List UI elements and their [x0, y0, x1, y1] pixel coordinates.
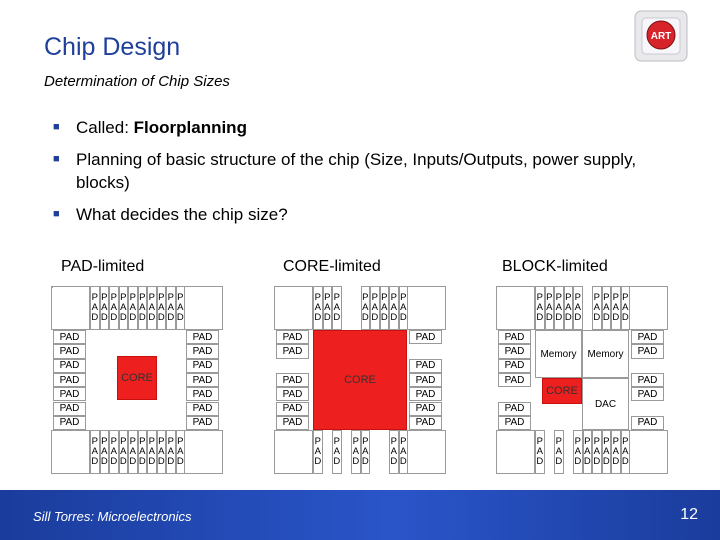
pad-letter: D: [390, 456, 398, 467]
pad-cell-vertical: [138, 286, 148, 330]
pad-letter: D: [157, 312, 165, 323]
pad-letter: A: [555, 302, 562, 313]
pad-letter: D: [361, 312, 369, 323]
pad-cell-vertical: [389, 430, 399, 474]
pad-cell: PAD: [631, 387, 664, 401]
pad-letter: P: [536, 292, 543, 303]
pad-letter: A: [101, 446, 108, 457]
pad-cell: PAD: [53, 373, 86, 387]
pad-cell-vertical: [176, 430, 186, 474]
pad-letter: D: [323, 312, 331, 323]
bullet-text: What decides the chip size?: [76, 205, 288, 224]
pad-letter: A: [362, 446, 369, 457]
pad-letter: A: [314, 302, 321, 313]
pad-letter: A: [148, 302, 155, 313]
pad-letter: P: [167, 292, 174, 303]
pad-letter: P: [352, 436, 359, 447]
pad-letter: P: [91, 436, 98, 447]
pad-cell-vertical: [592, 286, 602, 330]
pad-letter: A: [139, 302, 146, 313]
pad-cell: PAD: [409, 373, 442, 387]
pad-cell: PAD: [631, 330, 664, 344]
core-block: CORE: [313, 330, 407, 430]
pad-cell: PAD: [631, 344, 664, 358]
pad-letter: D: [167, 312, 175, 323]
pad-letter: P: [565, 292, 572, 303]
pad-letter: D: [148, 312, 156, 323]
pad-letter: P: [120, 436, 127, 447]
pad-cell-vertical: [100, 286, 110, 330]
pad-letter: A: [129, 302, 136, 313]
pad-cell-vertical: [399, 286, 409, 330]
pad-letter: D: [119, 312, 127, 323]
pad-cell: PAD: [498, 359, 531, 373]
pad-letter: P: [120, 292, 127, 303]
bullet-text: Called:: [76, 118, 134, 137]
svg-text:ART: ART: [650, 31, 672, 42]
pad-letter: P: [333, 436, 340, 447]
pad-cell-vertical: [128, 286, 138, 330]
pad-letter: P: [129, 436, 136, 447]
pad-letter: D: [371, 312, 379, 323]
pad-cell: PAD: [276, 416, 309, 430]
core-block: CORE: [117, 356, 157, 400]
pad-cell-vertical: [157, 430, 167, 474]
pad-letter: P: [362, 292, 369, 303]
pad-letter: A: [584, 446, 591, 457]
corner-cell: [629, 286, 668, 330]
pad-limited-label: PAD-limited: [61, 258, 145, 275]
pad-cell-vertical: [90, 430, 100, 474]
pad-cell-vertical: [147, 286, 157, 330]
pad-letter: P: [314, 292, 321, 303]
pad-cell-vertical: [573, 286, 583, 330]
pad-letter: D: [612, 312, 620, 323]
pad-letter: P: [546, 292, 553, 303]
pad-cell-vertical: [313, 286, 323, 330]
bullet-list: [50, 116, 650, 235]
pad-letter: A: [91, 446, 98, 457]
pad-letter: P: [129, 292, 136, 303]
bullet-icon: ■: [53, 208, 60, 220]
pad-letter: D: [593, 456, 601, 467]
corner-cell: [184, 286, 223, 330]
memory-block: Memory: [582, 330, 629, 378]
pad-letter: D: [399, 312, 407, 323]
pad-cell-vertical: [602, 430, 612, 474]
pad-letter: D: [612, 456, 620, 467]
pad-letter: D: [110, 456, 118, 467]
pad-letter: D: [148, 456, 156, 467]
pad-letter: D: [536, 312, 544, 323]
pad-cell-vertical: [100, 430, 110, 474]
pad-letter: A: [555, 446, 562, 457]
bullet-question: [50, 203, 650, 226]
pad-letter: D: [314, 312, 322, 323]
pad-letter: P: [612, 292, 619, 303]
core-limited-diagram: [274, 286, 446, 474]
pad-letter: A: [536, 446, 543, 457]
pad-cell-vertical: [166, 286, 176, 330]
pad-letter: A: [362, 302, 369, 313]
pad-cell-vertical: [611, 286, 621, 330]
page-number: 12: [680, 506, 698, 523]
art-logo-icon: [634, 10, 688, 62]
pad-letter: P: [593, 292, 600, 303]
pad-letter: P: [158, 292, 165, 303]
pad-cell-vertical: [535, 430, 545, 474]
pad-cell: PAD: [276, 402, 309, 416]
pad-letter: A: [546, 302, 553, 313]
pad-letter: A: [565, 302, 572, 313]
corner-cell: [274, 430, 313, 474]
pad-letter: P: [593, 436, 600, 447]
pad-letter: A: [371, 302, 378, 313]
pad-letter: D: [100, 456, 108, 467]
pad-cell: PAD: [498, 373, 531, 387]
pad-letter: A: [333, 302, 340, 313]
pad-cell-vertical: [109, 286, 119, 330]
pad-cell: PAD: [498, 416, 531, 430]
pad-letter: A: [390, 446, 397, 457]
pad-letter: D: [399, 456, 407, 467]
pad-letter: A: [101, 302, 108, 313]
pad-letter: D: [129, 312, 137, 323]
pad-letter: D: [110, 312, 118, 323]
pad-cell-vertical: [621, 430, 631, 474]
pad-letter: A: [593, 302, 600, 313]
pad-letter: A: [110, 302, 117, 313]
pad-letter: D: [91, 312, 99, 323]
pad-cell-vertical: [332, 430, 342, 474]
pad-letter: A: [400, 302, 407, 313]
pad-cell-vertical: [621, 286, 631, 330]
pad-letter: A: [120, 446, 127, 457]
pad-cell: PAD: [186, 416, 219, 430]
pad-letter: A: [91, 302, 98, 313]
pad-cell: PAD: [498, 344, 531, 358]
pad-cell-vertical: [138, 430, 148, 474]
pad-letter: A: [352, 446, 359, 457]
pad-cell-vertical: [389, 286, 399, 330]
pad-cell-vertical: [351, 430, 361, 474]
footer-author: Sill Torres: Microelectronics: [33, 509, 192, 524]
pad-cell-vertical: [399, 430, 409, 474]
pad-letter: D: [138, 312, 146, 323]
pad-cell: PAD: [409, 330, 442, 344]
pad-letter: P: [574, 292, 581, 303]
pad-letter: D: [564, 312, 572, 323]
pad-letter: D: [621, 312, 629, 323]
pad-letter: P: [101, 436, 108, 447]
bullet-emphasis: Floorplanning: [133, 118, 247, 137]
pad-cell-vertical: [313, 430, 323, 474]
bullet-icon: ■: [53, 121, 60, 133]
corner-cell: [407, 286, 446, 330]
pad-letter: A: [536, 302, 543, 313]
pad-cell-vertical: [176, 286, 186, 330]
pad-letter: D: [119, 456, 127, 467]
pad-letter: A: [612, 446, 619, 457]
pad-letter: A: [574, 446, 581, 457]
pad-letter: P: [400, 436, 407, 447]
pad-letter: P: [584, 436, 591, 447]
pad-limited-diagram: [51, 286, 223, 474]
pad-cell: PAD: [53, 344, 86, 358]
pad-cell: PAD: [498, 330, 531, 344]
pad-letter: A: [167, 302, 174, 313]
pad-letter: P: [110, 436, 117, 447]
pad-letter: P: [603, 292, 610, 303]
pad-letter: D: [390, 312, 398, 323]
corner-cell: [51, 286, 90, 330]
pad-letter: P: [139, 292, 146, 303]
dac-block: DAC: [582, 378, 629, 430]
pad-cell: PAD: [186, 402, 219, 416]
pad-letter: P: [167, 436, 174, 447]
pad-cell-vertical: [583, 430, 593, 474]
pad-letter: A: [324, 302, 331, 313]
pad-letter: A: [158, 446, 165, 457]
pad-cell: PAD: [186, 359, 219, 373]
corner-cell: [184, 430, 223, 474]
pad-cell-vertical: [323, 286, 333, 330]
pad-letter: D: [138, 456, 146, 467]
pad-letter: A: [390, 302, 397, 313]
pad-letter: P: [555, 436, 562, 447]
pad-cell-vertical: [332, 286, 342, 330]
pad-letter: P: [622, 292, 629, 303]
pad-letter: A: [148, 446, 155, 457]
pad-letter: A: [400, 446, 407, 457]
pad-letter: P: [574, 436, 581, 447]
pad-cell: PAD: [409, 359, 442, 373]
slide-title: Chip Design: [44, 33, 181, 61]
bullet-icon: ■: [53, 153, 60, 165]
corner-cell: [274, 286, 313, 330]
pad-letter: A: [167, 446, 174, 457]
pad-letter: P: [158, 436, 165, 447]
pad-letter: P: [603, 436, 610, 447]
pad-letter: P: [177, 292, 184, 303]
pad-letter: A: [574, 302, 581, 313]
pad-cell: PAD: [53, 387, 86, 401]
pad-letter: P: [371, 292, 378, 303]
corner-cell: [407, 430, 446, 474]
pad-letter: D: [593, 312, 601, 323]
pad-cell: PAD: [53, 359, 86, 373]
pad-letter: A: [612, 302, 619, 313]
pad-letter: A: [177, 446, 184, 457]
pad-letter: D: [555, 312, 563, 323]
pad-cell: PAD: [409, 387, 442, 401]
core-block: CORE: [542, 378, 582, 404]
core-limited-label: CORE-limited: [283, 258, 381, 275]
pad-cell-vertical: [109, 430, 119, 474]
slide-subtitle: Determination of Chip Sizes: [44, 73, 230, 90]
pad-letter: P: [148, 292, 155, 303]
footer-bar: [0, 490, 720, 540]
pad-letter: D: [314, 456, 322, 467]
pad-letter: D: [352, 456, 360, 467]
pad-letter: P: [148, 436, 155, 447]
pad-letter: D: [167, 456, 175, 467]
pad-cell-vertical: [119, 286, 129, 330]
pad-cell: PAD: [631, 416, 664, 430]
pad-cell: PAD: [409, 402, 442, 416]
pad-cell: PAD: [409, 416, 442, 430]
pad-cell-vertical: [157, 286, 167, 330]
pad-letter: D: [621, 456, 629, 467]
pad-letter: A: [129, 446, 136, 457]
pad-letter: A: [120, 302, 127, 313]
pad-cell: PAD: [276, 330, 309, 344]
pad-letter: D: [333, 312, 341, 323]
memory-block: Memory: [535, 330, 582, 378]
pad-letter: D: [574, 456, 582, 467]
pad-cell-vertical: [592, 430, 602, 474]
pad-letter: D: [176, 456, 184, 467]
pad-letter: D: [157, 456, 165, 467]
pad-letter: A: [110, 446, 117, 457]
pad-letter: D: [100, 312, 108, 323]
pad-letter: D: [583, 456, 591, 467]
bullet-text: Planning of basic structure of the chip (Size, Inputs/Outputs, power supply, blocks): [76, 150, 637, 192]
pad-letter: P: [555, 292, 562, 303]
pad-letter: D: [602, 312, 610, 323]
pad-letter: A: [314, 446, 321, 457]
pad-letter: A: [622, 446, 629, 457]
bullet-called: [50, 116, 650, 139]
pad-cell: PAD: [276, 344, 309, 358]
pad-letter: P: [381, 292, 388, 303]
pad-cell-vertical: [90, 286, 100, 330]
pad-letter: D: [574, 312, 582, 323]
pad-letter: P: [91, 292, 98, 303]
pad-letter: P: [536, 436, 543, 447]
pad-letter: A: [158, 302, 165, 313]
pad-letter: P: [177, 436, 184, 447]
pad-letter: P: [622, 436, 629, 447]
pad-cell-vertical: [535, 286, 545, 330]
pad-cell-vertical: [611, 430, 621, 474]
pad-cell-vertical: [166, 430, 176, 474]
pad-letter: A: [603, 446, 610, 457]
pad-cell: PAD: [53, 330, 86, 344]
pad-letter: D: [545, 312, 553, 323]
pad-letter: P: [612, 436, 619, 447]
pad-cell-vertical: [361, 286, 371, 330]
pad-letter: D: [555, 456, 563, 467]
pad-cell-vertical: [361, 430, 371, 474]
pad-cell-vertical: [554, 286, 564, 330]
pad-letter: A: [593, 446, 600, 457]
pad-letter: P: [101, 292, 108, 303]
pad-cell: PAD: [53, 402, 86, 416]
pad-cell: PAD: [498, 402, 531, 416]
block-limited-label: BLOCK-limited: [502, 258, 608, 275]
pad-letter: P: [390, 292, 397, 303]
pad-cell-vertical: [147, 430, 157, 474]
pad-letter: P: [333, 292, 340, 303]
block-limited-diagram: [496, 286, 668, 474]
pad-letter: D: [129, 456, 137, 467]
pad-cell-vertical: [602, 286, 612, 330]
pad-letter: A: [622, 302, 629, 313]
pad-cell-vertical: [554, 430, 564, 474]
pad-cell: PAD: [186, 387, 219, 401]
pad-letter: P: [400, 292, 407, 303]
pad-cell: PAD: [186, 344, 219, 358]
pad-cell-vertical: [573, 430, 583, 474]
bullet-planning: [50, 148, 650, 194]
pad-cell: PAD: [53, 416, 86, 430]
pad-letter: A: [603, 302, 610, 313]
corner-cell: [51, 430, 90, 474]
pad-letter: D: [380, 312, 388, 323]
corner-cell: [496, 286, 535, 330]
pad-letter: P: [139, 436, 146, 447]
pad-letter: D: [536, 456, 544, 467]
pad-letter: A: [381, 302, 388, 313]
pad-letter: D: [361, 456, 369, 467]
pad-letter: D: [91, 456, 99, 467]
pad-cell-vertical: [564, 286, 574, 330]
pad-letter: D: [602, 456, 610, 467]
pad-cell: PAD: [276, 373, 309, 387]
pad-cell-vertical: [370, 286, 380, 330]
pad-letter: D: [333, 456, 341, 467]
pad-cell-vertical: [380, 286, 390, 330]
pad-cell-vertical: [119, 430, 129, 474]
pad-letter: P: [324, 292, 331, 303]
pad-cell: PAD: [631, 373, 664, 387]
corner-cell: [629, 430, 668, 474]
pad-letter: A: [333, 446, 340, 457]
pad-cell: PAD: [186, 330, 219, 344]
pad-letter: A: [139, 446, 146, 457]
pad-letter: P: [362, 436, 369, 447]
pad-letter: P: [110, 292, 117, 303]
corner-cell: [496, 430, 535, 474]
pad-cell: PAD: [186, 373, 219, 387]
pad-letter: P: [390, 436, 397, 447]
pad-letter: P: [314, 436, 321, 447]
pad-cell-vertical: [545, 286, 555, 330]
pad-cell: PAD: [276, 387, 309, 401]
pad-letter: D: [176, 312, 184, 323]
pad-letter: A: [177, 302, 184, 313]
pad-cell-vertical: [128, 430, 138, 474]
